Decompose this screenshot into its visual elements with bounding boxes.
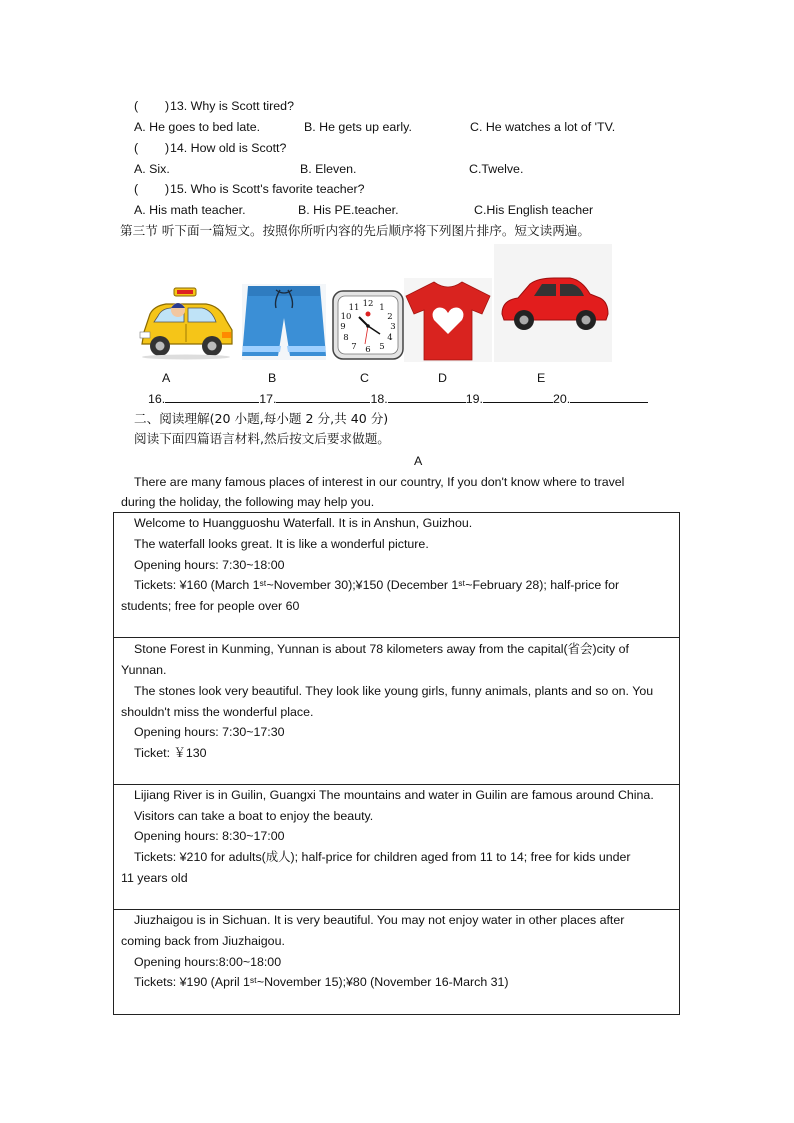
tickets-line: Tickets: ¥160 (March 1ˢᵗ~November 30);¥150 (December 1ˢᵗ~February 28); half-price for bbox=[134, 578, 620, 592]
tickets-line: Tickets: ¥210 for adults(成人); half-price for children aged from 11 to 14; free for kids under bbox=[134, 850, 631, 864]
blank-label-16: 16. bbox=[148, 392, 166, 406]
place-desc-line: The stones look very beautiful. They look like young girls, funny animals, plants and so on. You bbox=[134, 684, 654, 698]
reading-instruction: 阅读下面四篇语言材料,然后按文后要求做题。 bbox=[134, 431, 390, 446]
place-desc-line: Stone Forest in Kunming, Yunnan is about 78 kilometers away from the capital(省会)city of bbox=[134, 642, 629, 656]
place-desc-line: coming back from Jiuzhaigou. bbox=[121, 934, 285, 948]
answer-paren-open: ( bbox=[134, 141, 139, 155]
picture-label-c: C bbox=[360, 371, 369, 385]
option-a: A. Six. bbox=[134, 162, 170, 176]
tshirt-heart-icon bbox=[404, 278, 492, 362]
option-c: C. He watches a lot of 'TV. bbox=[470, 120, 616, 134]
svg-text:6: 6 bbox=[365, 345, 371, 355]
answer-paren-close: ) bbox=[165, 182, 170, 196]
answer-blank-17[interactable] bbox=[276, 390, 370, 403]
svg-text:10: 10 bbox=[340, 312, 352, 322]
svg-text:11: 11 bbox=[348, 303, 360, 313]
option-b: B. He gets up early. bbox=[304, 120, 412, 134]
svg-text:3: 3 bbox=[390, 322, 396, 332]
svg-text:1: 1 bbox=[379, 303, 385, 313]
place-desc-line: shouldn't miss the wonderful place. bbox=[121, 705, 314, 719]
taxi-icon bbox=[136, 284, 236, 360]
svg-text:5: 5 bbox=[379, 342, 385, 352]
row-divider bbox=[113, 784, 680, 785]
svg-text:8: 8 bbox=[343, 333, 349, 343]
option-c: C.His English teacher bbox=[474, 203, 594, 217]
reading-section-title: 二、阅读理解(20 小题,每小题 2 分,共 40 分) bbox=[134, 411, 389, 426]
place-desc-line: Visitors can take a boat to enjoy the beauty. bbox=[134, 809, 374, 823]
picture-label-b: B bbox=[268, 371, 277, 385]
answer-paren-close: ) bbox=[165, 99, 170, 113]
opening-hours: Opening hours: 7:30~17:30 bbox=[134, 725, 285, 739]
blank-label-19: 19. bbox=[465, 392, 483, 406]
tickets-line: students; free for people over 60 bbox=[121, 599, 300, 613]
opening-hours: Opening hours: 8:30~17:00 bbox=[134, 829, 285, 843]
ticket-price: Ticket: ￥130 bbox=[134, 746, 207, 760]
answer-blank-18[interactable] bbox=[388, 390, 466, 403]
picture-label-a: A bbox=[162, 371, 171, 385]
section3-instruction: 第三节 听下面一篇短文。按照你所听内容的先后顺序将下列图片排序。短文读两遍。 bbox=[120, 223, 590, 238]
answer-blank-19[interactable] bbox=[483, 390, 553, 403]
shorts-icon bbox=[240, 282, 328, 362]
blank-label-20: 20. bbox=[552, 392, 571, 406]
opening-hours: Opening hours:8:00~18:00 bbox=[134, 955, 282, 969]
svg-text:9: 9 bbox=[340, 322, 346, 332]
opening-hours: Opening hours: 7:30~18:00 bbox=[134, 558, 285, 572]
blank-label-18: 18. bbox=[370, 392, 388, 406]
intro-line-2: during the holiday, the following may help you. bbox=[121, 495, 375, 509]
picture-label-e: E bbox=[537, 371, 546, 385]
tickets-line: 11 years old bbox=[121, 871, 188, 885]
place-desc-line: The waterfall looks great. It is like a wonderful picture. bbox=[134, 537, 429, 551]
intro-line-1: There are many famous places of interest in our country, If you don't know where to travel bbox=[134, 475, 625, 489]
blank-label-17: 17. bbox=[259, 392, 277, 406]
row-divider bbox=[113, 637, 680, 638]
svg-text:4: 4 bbox=[387, 333, 393, 343]
question-text: 13. Why is Scott tired? bbox=[170, 99, 294, 113]
question-text: 15. Who is Scott's favorite teacher? bbox=[170, 182, 365, 196]
place-desc-line: Yunnan. bbox=[121, 663, 167, 677]
picture-label-d: D bbox=[438, 371, 447, 385]
passage-label: A bbox=[414, 454, 423, 468]
option-b: B. Eleven. bbox=[300, 162, 357, 176]
question-text: 14. How old is Scott? bbox=[170, 141, 287, 155]
option-c: C.Twelve. bbox=[469, 162, 524, 176]
svg-text:12: 12 bbox=[362, 299, 374, 309]
svg-text:2: 2 bbox=[387, 312, 393, 322]
place-desc-line: Lijiang River is in Guilin, Guangxi The mountains and water in Guilin are famous around China. bbox=[134, 788, 654, 802]
place-desc-line: Welcome to Huangguoshu Waterfall. It is in Anshun, Guizhou. bbox=[134, 516, 473, 530]
row-divider bbox=[113, 909, 680, 910]
option-a: A. His math teacher. bbox=[134, 203, 246, 217]
answer-paren-open: ( bbox=[134, 182, 139, 196]
option-a: A. He goes to bed late. bbox=[134, 120, 261, 134]
answer-blank-20[interactable] bbox=[570, 390, 648, 403]
answer-paren-close: ) bbox=[165, 141, 170, 155]
svg-text:7: 7 bbox=[351, 342, 357, 352]
tickets-line: Tickets: ¥190 (April 1ˢᵗ~November 15);¥80 (November 16-March 31) bbox=[134, 975, 509, 989]
red-car-icon bbox=[494, 244, 612, 362]
option-b: B. His PE.teacher. bbox=[298, 203, 399, 217]
place-desc-line: Jiuzhaigou is in Sichuan. It is very beautiful. You may not enjoy water in other places after bbox=[134, 913, 625, 927]
answer-blank-16[interactable] bbox=[165, 390, 259, 403]
answer-paren-open: ( bbox=[134, 99, 139, 113]
clock-icon bbox=[332, 290, 404, 360]
answer-blanks-row bbox=[148, 390, 648, 407]
